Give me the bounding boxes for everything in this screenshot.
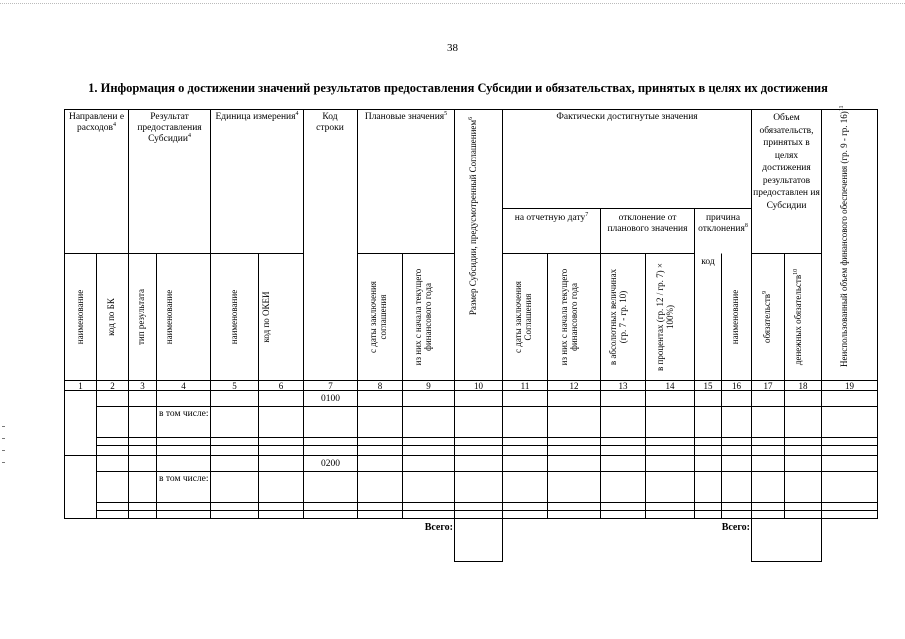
- column-number: 11: [520, 381, 530, 391]
- column-number: 14: [665, 381, 675, 391]
- header-direction: Направлени е расходов$^4$: [68, 112, 125, 133]
- column-number: 5: [232, 381, 237, 391]
- row-code-0200: 0200: [321, 459, 340, 469]
- column-number: 17: [763, 381, 773, 391]
- column-number: 15: [703, 381, 713, 391]
- header-row-code: Код строки: [316, 112, 344, 133]
- column-number: 7: [328, 381, 333, 391]
- header-obligations: Объем обязательств, принятых в целях достижения результатов предоставлен ия Субсидии: [753, 113, 820, 211]
- subheader-c6: код по ОКЕИ: [261, 291, 271, 343]
- including-label: в том числе:: [159, 409, 209, 419]
- header-result: Результат предоставления Субсидии$^4$: [137, 112, 202, 144]
- subheader-c16: наименование: [730, 289, 740, 345]
- row-code-0100: 0100: [321, 394, 340, 404]
- column-number: 6: [278, 381, 284, 391]
- column-number: 9: [426, 381, 431, 391]
- column-number: 8: [377, 381, 383, 391]
- column-number: 19: [845, 381, 854, 391]
- subheader-c13: в абсолютных величинах (гр. 7 - гр. 10): [608, 268, 628, 366]
- subheader-c3: тип результата: [136, 289, 146, 345]
- subheader-c8: с даты заключения соглашения: [368, 281, 388, 353]
- total-label: Всего:: [721, 522, 750, 533]
- column-number: 4: [181, 381, 186, 391]
- subheader-c12: из них с начала текущего финансового года: [559, 268, 579, 366]
- header-actual: Фактически достигнутые значения: [556, 112, 698, 122]
- subheader-c17: обязательств$^9$: [762, 291, 772, 344]
- column-number: 2: [110, 381, 115, 391]
- header-on-report-date: на отчетную дату$^7$: [514, 211, 589, 223]
- column-number: 3: [140, 381, 145, 391]
- subheader-c1: наименование: [75, 289, 85, 345]
- column-number: 1: [78, 381, 83, 391]
- column-number: 18: [798, 381, 808, 391]
- header-planned: Плановые значения$^5$: [364, 110, 448, 122]
- subheader-c4: наименование: [164, 289, 174, 345]
- subheader-c9: из них с начала текущего финансового года: [413, 268, 433, 366]
- page-number: 38: [447, 42, 458, 54]
- subheader-c2: код по БК: [106, 298, 116, 336]
- header-unit: Единица измерения$^4$: [215, 110, 299, 122]
- subheader-c14: в процентах (гр. 12 / гр. 7) × 100%): [655, 263, 675, 371]
- subheader-c18: денежных обязательств$^{10}$: [793, 268, 803, 366]
- column-number: 10: [474, 381, 483, 391]
- header-unused: Неиспользованный объем финансового обеспечения (гр. 9 - гр. 16)$^{11}$: [839, 105, 849, 367]
- page-title: 1. Информация о достижении значений результатов предоставления Субсидии и обязательствах, принятых в целях их достижения: [88, 81, 828, 95]
- header-deviation: отклонение от планового значения: [607, 213, 688, 234]
- column-number: 12: [569, 381, 579, 391]
- subheader-c15: код: [701, 257, 715, 267]
- header-subsidy-size: Размер Субсидии, предусмотренный Соглашением$^6$: [468, 116, 478, 316]
- subheader-c11: с даты заключения Соглашения: [513, 281, 533, 353]
- column-number: 16: [732, 381, 741, 391]
- including-label: в том числе:: [159, 474, 209, 484]
- header-reason: причина отклонения$^8$: [698, 213, 748, 234]
- total-label: Всего:: [424, 522, 453, 533]
- column-number: 13: [618, 381, 628, 391]
- subheader-c5: наименование: [229, 289, 239, 345]
